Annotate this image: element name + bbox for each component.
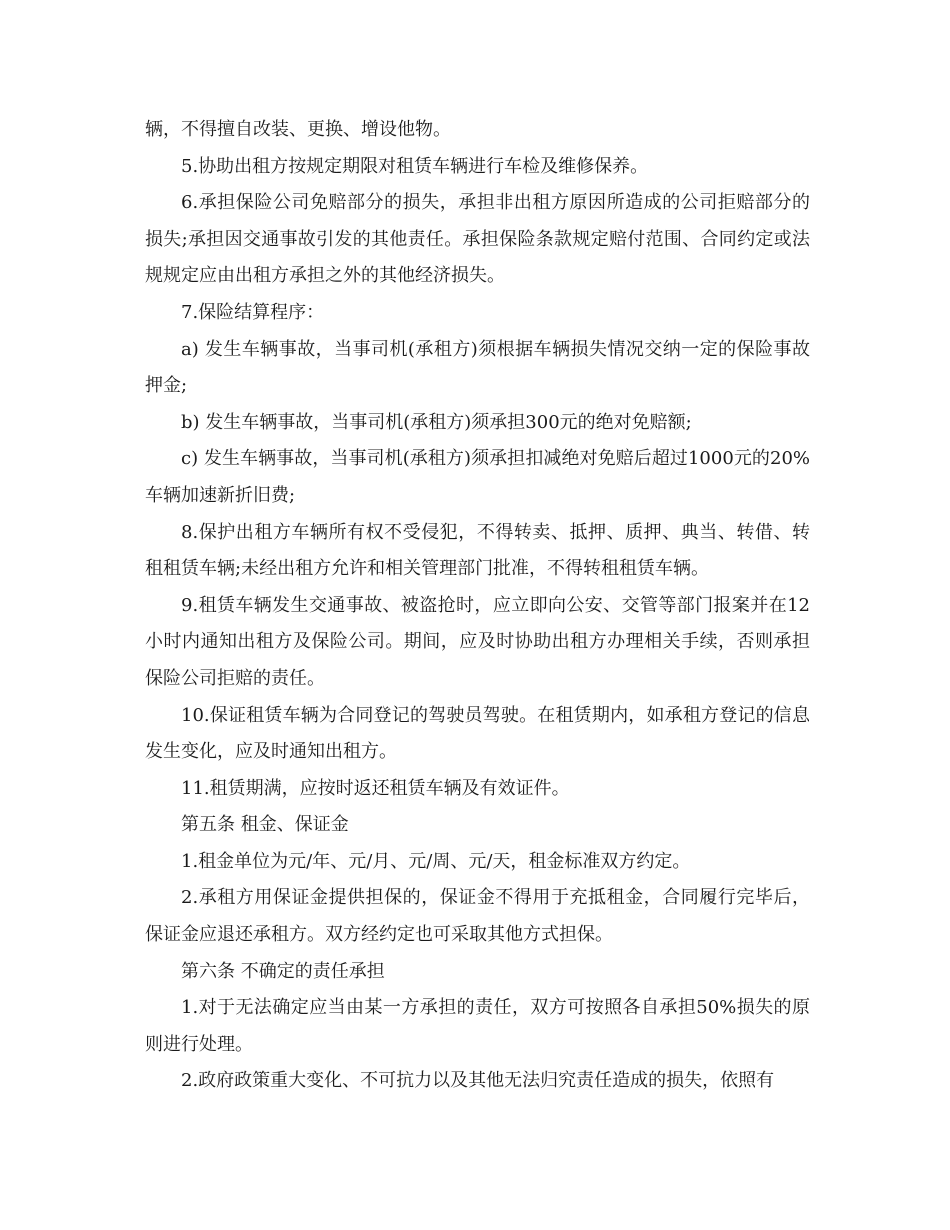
paragraph: 2.政府政策重大变化、不可抗力以及其他无法归究责任造成的损失，依照有 — [181, 1070, 775, 1092]
paragraph: 1.租金单位为元/年、元/月、元/周、元/天，租金标准双方约定。 — [181, 850, 691, 872]
paragraph: 5.协助出租方按规定期限对租赁车辆进行车检及维修保养。 — [181, 155, 649, 177]
paragraph: 6.承担保险公司免赔部分的损失，承担非出租方原因所造成的公司拒赔部分的损失;承担因交通事故引发的其他责任。承担保险条款规定赔付范围、合同约定或法规规定应由出租方承担之外的其他经济损失。 — [145, 192, 810, 287]
paragraph: 8.保护出租方车辆所有权不受侵犯，不得转卖、抵押、质押、典当、转借、转租租赁车辆;未经出租方允许和相关管理部门批准，不得转租租赁车辆。 — [145, 521, 810, 580]
paragraph: a) 发生车辆事故，当事司机(承租方)须根据车辆损失情况交纳一定的保险事故押金; — [145, 338, 810, 397]
paragraph: c) 发生车辆事故，当事司机(承租方)须承担扣减绝对免赔后超过1000元的20%车辆加速新折旧费; — [145, 448, 810, 506]
document-body — [145, 112, 810, 1100]
paragraph: 9.租赁车辆发生交通事故、被盗抢时，应立即向公安、交管等部门报案并在12小时内通知出租方及保险公司。期间，应及时协助出租方办理相关手续，否则承担保险公司拒赔的责任。 — [145, 594, 810, 689]
section-heading: 第六条 不确定的责任承担 — [181, 960, 385, 982]
paragraph: 1.对于无法确定应当由某一方承担的责任，双方可按照各自承担50%损失的原则进行处理。 — [145, 997, 810, 1055]
paragraph: 11.租赁期满，应按时返还租赁车辆及有效证件。 — [181, 777, 570, 799]
paragraph: 7.保险结算程序： — [181, 301, 325, 323]
section-heading: 第五条 租金、保证金 — [181, 814, 349, 836]
paragraph: 辆，不得擅自改装、更换、增设他物。 — [145, 119, 451, 140]
paragraph: b) 发生车辆事故，当事司机(承租方)须承担300元的绝对免赔额; — [181, 411, 692, 433]
paragraph: 2.承租方用保证金提供担保的，保证金不得用于充抵租金，合同履行完毕后，保证金应退还承租方。双方经约定也可采取其他方式担保。 — [145, 887, 810, 946]
paragraph: 10.保证租赁车辆为合同登记的驾驶员驾驶。在租赁期内，如承租方登记的信息发生变化，应及时通知出租方。 — [145, 704, 810, 763]
